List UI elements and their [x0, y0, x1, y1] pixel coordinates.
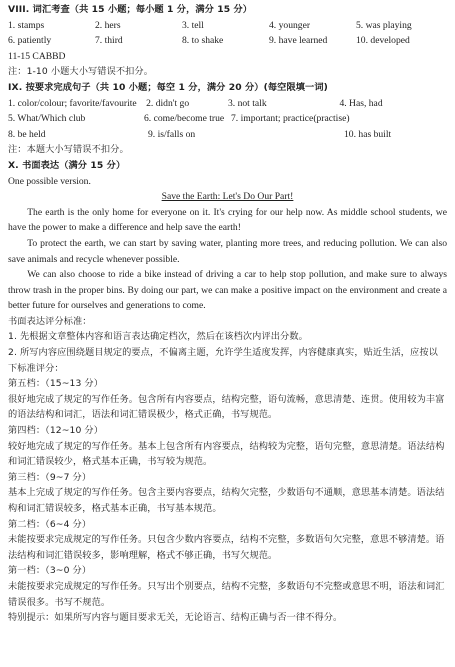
grading-level-desc: 较好地完成了规定的写作任务。基本上包含所有内容要点，结构较为完整，语句完整，意思清楚。语法结构和词汇错误较少，格式基本正确，书写较为规范。 [8, 440, 445, 468]
section-ix-row-3 [8, 127, 447, 143]
answer-item: 6. patiently [8, 35, 52, 47]
grading-item: 2. 所写内容应围绕题目规定的要点，不偏离主题，允许学生适度发挥，内容健康真实，贴近生活，应按以下标准评分： [8, 347, 438, 374]
essay-paragraph: To protect the earth, we can start by saving water, planting more trees, and reducing pollution. We can also save animals and recycle whenever possible. [8, 237, 447, 265]
answer-item: 8. be held [8, 128, 46, 140]
grading-level-desc: 很好地完成了规定的写作任务。包含所有内容要点，结构完整，语句流畅，意思清楚、连贯。使用较为丰富的语法结构和词汇，语法和词汇错误极少，格式正确，书写规范。 [8, 393, 445, 421]
essay-paragraph: The earth is the only home for everyone on it. It's crying for our help now. As middle school students, we have the power to make a difference and help save the earth! [8, 206, 447, 234]
answer-item: 10. developed [356, 35, 410, 47]
answer-item: 8. to shake [182, 35, 224, 47]
grading-level-desc: 未能按要求完成规定的写作任务。只写出个别要点，结构不完整，多数语句不完整或意思不明，语法和词汇错误很多。书写不规范。 [8, 580, 445, 608]
answer-item: 5. was playing [356, 19, 412, 31]
section-ix-row-2 [8, 111, 447, 127]
section-x-heading: X. 书面表达（满分 15 分） [8, 159, 126, 171]
answer-item: 3. not talk [227, 97, 267, 109]
section-ix-row-1 [8, 96, 447, 112]
grading-level-title: 第三档：（9~7 分） [8, 471, 92, 483]
answer-item: 1. color/colour; favorite/favourite [8, 97, 137, 109]
answer-item: 3. tell [182, 19, 204, 31]
essay-intro: One possible version. [8, 175, 91, 187]
essay-title: Save the Earth: Let's Do Our Part! [161, 191, 294, 203]
answer-item: 9. is/falls on [148, 128, 196, 140]
grading-level-title: 第四档：（12~10 分） [8, 425, 104, 437]
answer-item: 4. younger [269, 19, 311, 31]
answer-item: 7. third [95, 35, 123, 47]
special-note: 特别提示：如果所写内容与题目要求无关，无论语言、结构正确与否一律不得分。 [8, 612, 343, 624]
section-viii-row-2 [8, 33, 447, 49]
section-viii-note: 注：1-10 小题大小写错误不扣分。 [8, 66, 154, 78]
section-viii-row-3: 11-15 CABBD [8, 50, 66, 62]
answer-item: 7. important; practice(practise) [231, 113, 350, 125]
answer-item: 2. didn't go [146, 97, 190, 109]
section-ix-heading: IX. 按要求完成句子（共 10 小题；每空 1 分，满分 20 分）(每空限填一词) [8, 81, 328, 93]
answer-item: 9. have learned [269, 35, 328, 47]
section-viii-row-1 [8, 18, 447, 34]
grading-level-desc: 未能按要求完成规定的写作任务。只包含少数内容要点，结构不完整，多数语句欠完整，意思不够清楚。语法结构和词汇错误较多，影响理解，格式不够正确，书写欠规范。 [8, 534, 445, 561]
grading-level-title: 第五档：（15~13 分） [8, 378, 104, 390]
grading-level-title: 第二档：（6~4 分） [8, 518, 92, 530]
section-ix-note: 注：本题大小写错误不扣分。 [8, 144, 129, 156]
grading-level-title: 第一档：（3~0 分） [8, 565, 92, 577]
answer-item: 4. Has, had [339, 97, 383, 109]
essay-paragraph: We can also choose to ride a bike instead of driving a car to help stop pollution, and make sure to always throw trash in the proper bins. By doing our part, we can make a positive impact on the environment and create a better future for ourselves and generations to come. [8, 269, 447, 312]
answer-item: 1. stamps [8, 19, 45, 31]
grading-level-desc: 基本上完成了规定的写作任务。包含主要内容要点，结构欠完整，少数语句不通顺，意思基本清楚。语法结构和词汇错误较多，格式基本正确，书写基本规范。 [8, 487, 445, 514]
answer-item: 2. hers [95, 19, 121, 31]
grading-item: 1. 先根据文章整体内容和语言表达确定档次，然后在该档次内评出分数。 [8, 331, 308, 343]
answer-item: 6. come/become true [144, 113, 225, 125]
answer-item: 5. What/Which club [8, 113, 86, 125]
grading-heading: 书面表达评分标准： [8, 315, 92, 327]
answer-item: 10. has built [344, 128, 392, 140]
section-viii-heading: VIII. 词汇考查（共 15 小题；每小题 1 分，满分 15 分） [8, 4, 253, 15]
